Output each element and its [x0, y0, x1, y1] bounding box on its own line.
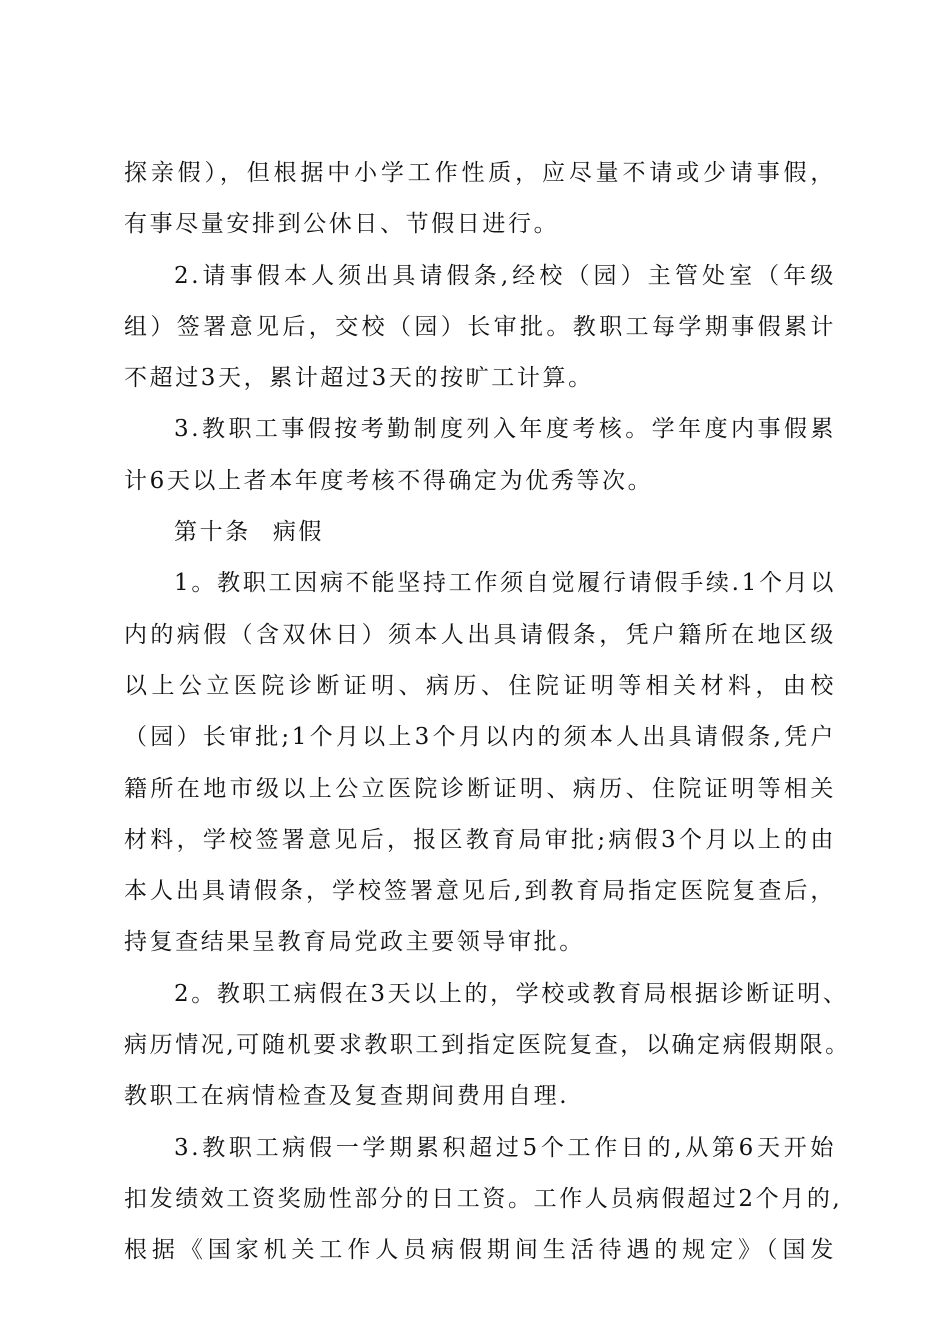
text-line: 不超过3天，累计超过3天的按旷工计算。 — [124, 365, 594, 392]
text-line: 材料，学校签署意见后，报区教育局审批;病假3个月以上的由 — [124, 826, 836, 853]
text-line: 内的病假（含双休日）须本人出具请假条，凭户籍所在地区级 — [124, 621, 836, 648]
article-heading — [124, 507, 836, 558]
paragraph-sick-leave-3 — [124, 1123, 843, 1277]
text-line: 2。教职工病假在3天以上的，学校或教育局根据诊断证明、 — [174, 980, 849, 1007]
document-body — [124, 148, 851, 1277]
text-line: 计6天以上者本年度考核不得确定为优秀等次。 — [124, 467, 654, 494]
text-line: 以上公立医院诊断证明、病历、住院证明等相关材料，由校 — [124, 672, 836, 699]
text-line: 持复查结果呈教育局党政主要领导审批。 — [124, 929, 585, 956]
text-line: 探亲假），但根据中小学工作性质，应尽量不请或少请事假， — [124, 160, 836, 186]
text-line: 2.请事假本人须出具请假条,经校（园）主管处室（年级 — [174, 262, 836, 289]
paragraph-personal-leave-2 — [124, 251, 836, 405]
paragraph-leave-tail — [124, 148, 836, 251]
text-line: 本人出具请假条，学校签署意见后,到教育局指定医院复查后， — [124, 878, 836, 905]
text-line: 籍所在地市级以上公立医院诊断证明、病历、住院证明等相关 — [124, 775, 836, 802]
text-line: 3.教职工病假一学期累积超过5个工作日的,从第6天开始 — [174, 1134, 836, 1161]
text-line: 3.教职工事假按考勤制度列入年度考核。学年度内事假累 — [174, 416, 836, 443]
article-number: 第十条 — [174, 519, 251, 546]
text-line: 病历情况,可随机要求教职工到指定医院复查，以确定病假期限。 — [124, 1032, 851, 1059]
text-line: 扣发绩效工资奖励性部分的日工资。工作人员病假超过2个月的, — [124, 1185, 843, 1212]
text-line: 有事尽量安排到公休日、节假日进行。 — [124, 211, 560, 238]
text-line: （园）长审批;1个月以上3个月以内的须本人出具请假条,凭户 — [124, 724, 836, 751]
text-line: 组）签署意见后，交校（园）长审批。教职工每学期事假累计 — [124, 313, 836, 340]
text-line: 1。教职工因病不能坚持工作须自觉履行请假手续.1个月以 — [174, 570, 836, 597]
text-line: 根据《国家机关工作人员病假期间生活待遇的规定》（国发 — [124, 1237, 836, 1264]
paragraph-sick-leave-1 — [124, 558, 836, 968]
paragraph-personal-leave-3 — [124, 404, 836, 507]
article-title: 病假 — [272, 519, 325, 546]
paragraph-sick-leave-2 — [124, 969, 851, 1123]
text-line: 教职工在病情检查及复查期间费用自理. — [124, 1083, 570, 1110]
